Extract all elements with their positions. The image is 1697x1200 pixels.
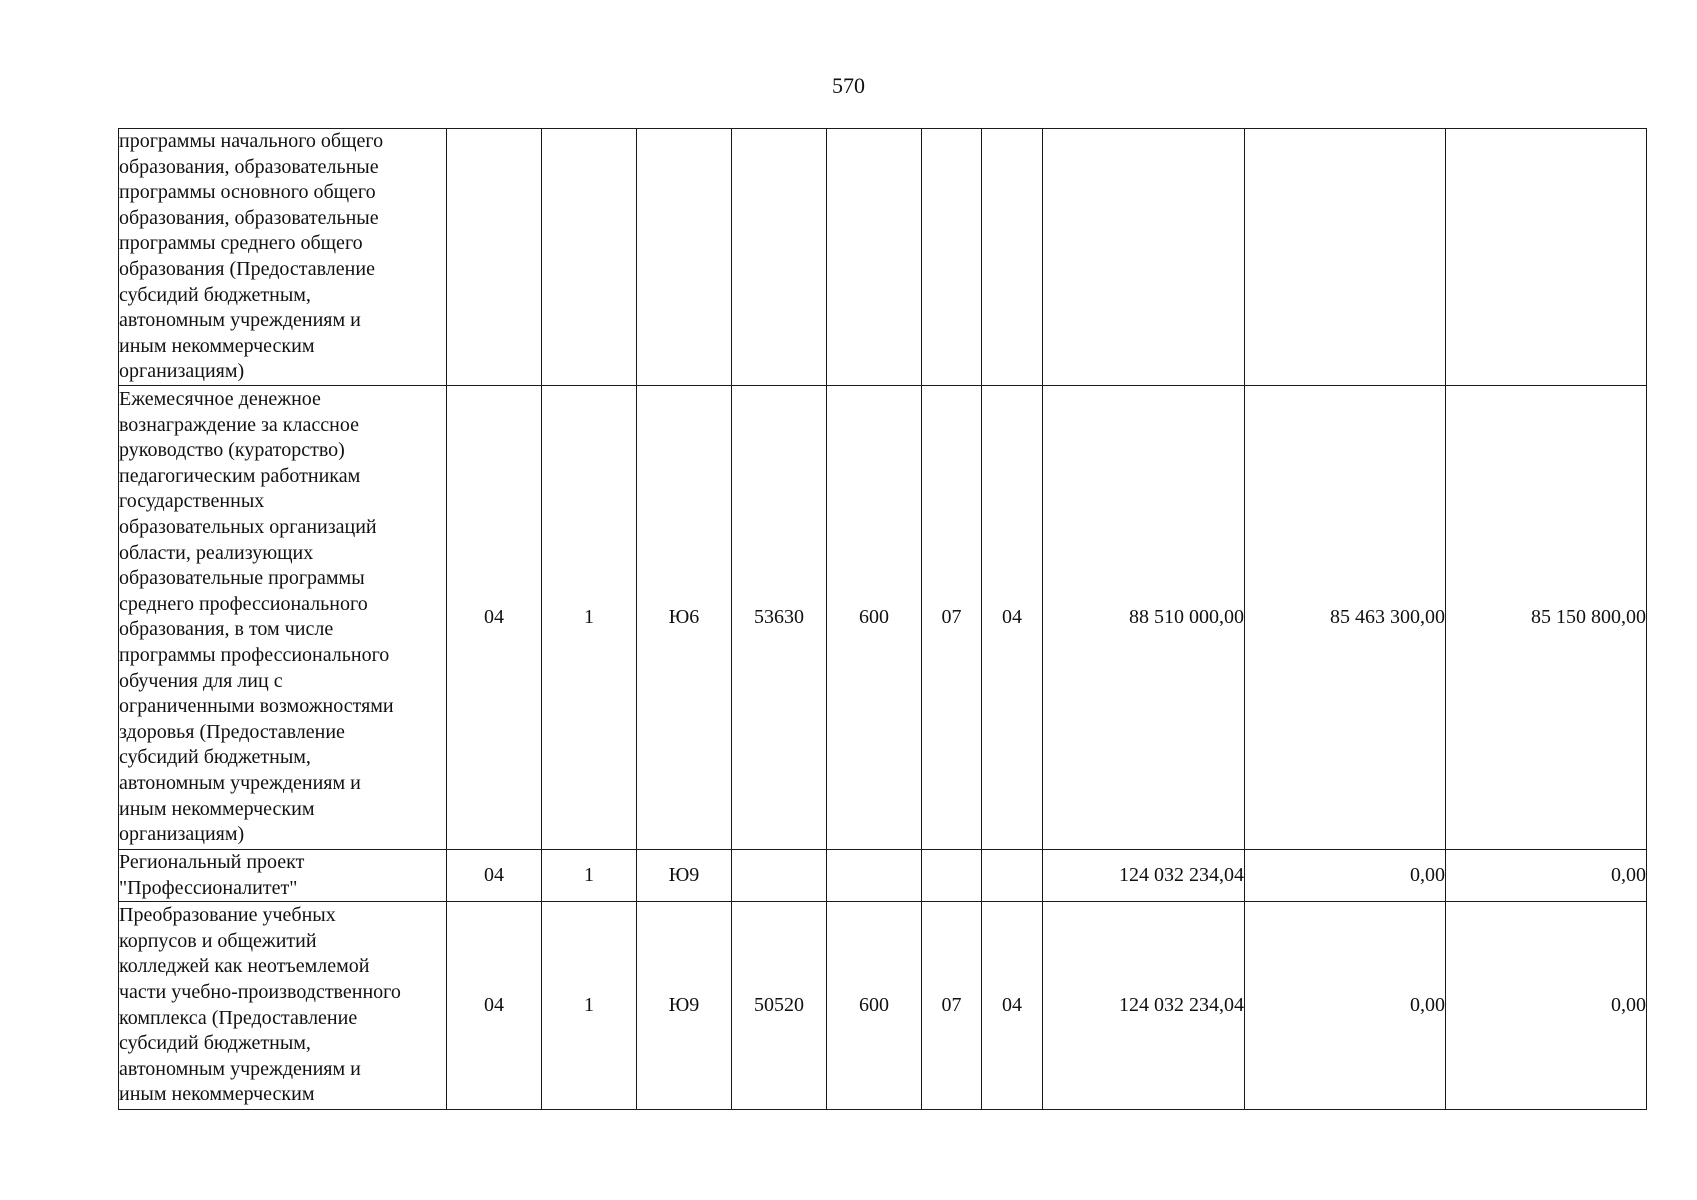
cell-sum-year3: 0,00 [1446,849,1647,901]
cell-sum-year3: 0,00 [1446,902,1647,1110]
cell-sum-year2: 85 463 300,00 [1245,385,1446,849]
row-name-cell [119,849,447,901]
cell-subsection [982,849,1043,901]
cell-subprogram [542,129,637,386]
cell-subsection [982,129,1043,386]
table-row [119,902,1647,1110]
cell-subsection: 04 [982,385,1043,849]
cell-program [447,129,542,386]
row-name: Региональный проект "Профессионалитет" [119,850,305,899]
cell-project [637,129,732,386]
cell-sum-year1 [1043,129,1245,386]
row-name-cell [119,129,447,386]
cell-project: Ю9 [637,902,732,1110]
table-row [119,129,1647,386]
budget-table [118,128,1647,1110]
cell-expense-type [827,129,922,386]
row-name: программы начального общего образования, образовательные программы основного общего образования, образовательные программы среднего общего образования (Предоставление субсидий бюджетным, автономным учреждениям и иным некоммерческим организациям) [119,130,384,383]
cell-section [922,849,982,901]
table-row [119,385,1647,849]
cell-sum-year2: 0,00 [1245,849,1446,901]
cell-expense-type [827,849,922,901]
table-row [119,849,1647,901]
cell-direction: 53630 [732,385,827,849]
cell-subprogram: 1 [542,902,637,1110]
cell-sum-year1: 88 510 000,00 [1043,385,1245,849]
cell-subprogram: 1 [542,849,637,901]
cell-section [922,129,982,386]
cell-expense-type: 600 [827,902,922,1110]
cell-program: 04 [447,385,542,849]
cell-sum-year1: 124 032 234,04 [1043,902,1245,1110]
cell-section: 07 [922,902,982,1110]
cell-section: 07 [922,385,982,849]
cell-sum-year3: 85 150 800,00 [1446,385,1647,849]
cell-program: 04 [447,849,542,901]
row-name-cell [119,385,447,849]
cell-sum-year2: 0,00 [1245,902,1446,1110]
cell-program: 04 [447,902,542,1110]
cell-sum-year2 [1245,129,1446,386]
row-name: Преобразование учебных корпусов и общежитий колледжей как неотъемлемой части учебно-производственного комплекса (Предоставление субсидий бюджетным, автономным учреждениям и иным некоммерческим [119,904,401,1106]
cell-sum-year3 [1446,129,1647,386]
cell-sum-year1: 124 032 234,04 [1043,849,1245,901]
cell-subsection: 04 [982,902,1043,1110]
cell-subprogram: 1 [542,385,637,849]
cell-project: Ю9 [637,849,732,901]
cell-direction: 50520 [732,902,827,1110]
row-name-cell [119,902,447,1110]
row-name: Ежемесячное денежное вознаграждение за классное руководство (кураторство) педагогическим работникам государственных образовательных организаций области, реализующих образовательные программы среднего профессионального образования, в том числе программы профессионального обучения для лиц с ограниченными возможностями здоровья (Предоставление субсидий бюджетным, автономным учреждениям и иным некоммерческим организациям) [119,388,394,846]
cell-project: Ю6 [637,385,732,849]
cell-expense-type: 600 [827,385,922,849]
cell-direction [732,849,827,901]
page-number: 570 [832,73,865,98]
cell-direction [732,129,827,386]
